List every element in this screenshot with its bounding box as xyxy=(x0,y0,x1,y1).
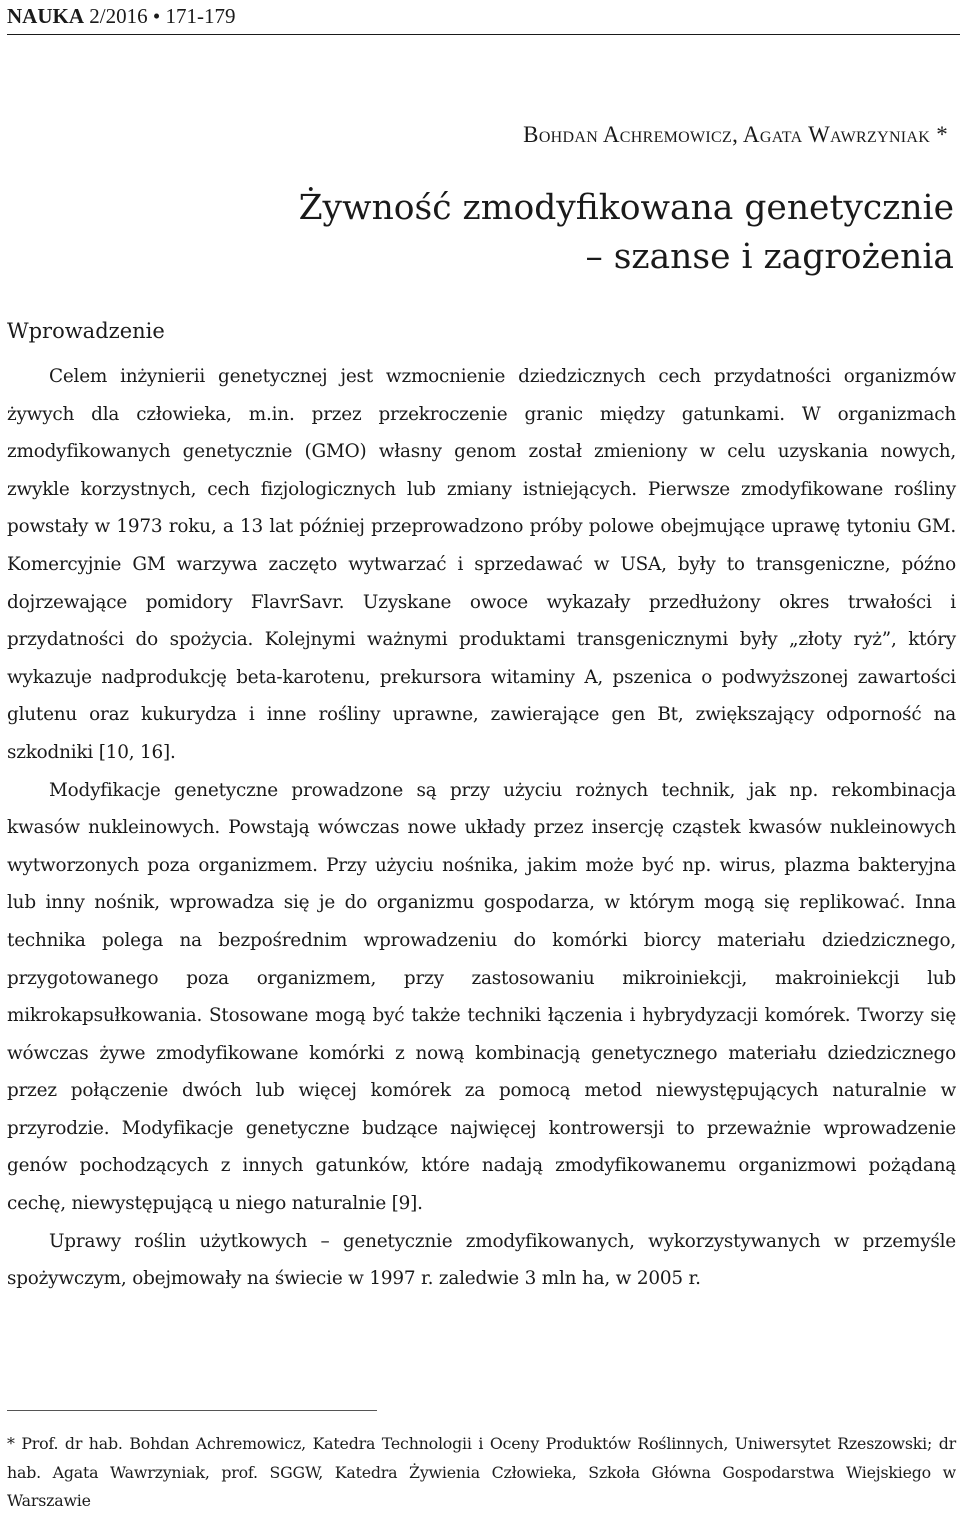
journal-name: NAUKA xyxy=(7,4,84,28)
page-range: 171-179 xyxy=(165,4,236,28)
title-line-1: Żywność zmodyfikowana genetycznie xyxy=(298,188,954,228)
paragraph-2: Modyfikacje genetyczne prowadzone są przy użyciu rożnych technik, jak np. rekombinacja kwasów nukleinowych. Powstają wówczas nowe układy przez insercję cząstek kwasów nukleinowych wytworzonych poza organizmem. Przy użyciu nośnika, jakim może być np. wirus, plazma bakteryjna lub inny nośnik, wprowadza się je do organizmu gospodarza, w którym mogą się replikować. Inna technika polega na bezpośrednim wprowadzeniu do komórki biorcy materiału dziedzicznego, przygotowanego poza organizmem, przy zastosowaniu mikroiniekcji, makroiniekcji lub mikrokapsułkowania. Stosowane mogą być także techniki łączenia i hybrydyzacji komórek. Tworzy się wówczas żywe zmodyfikowane komórki z nową kombinacją genetycznego materiału dziedzicznego przez połączenie dwóch lub więcej komórek za pomocą metod niewystępujących naturalnie w przyrodzie. Modyfikacje genetyczne budzące najwięcej kontrowersji to przeważnie wprowadzenie genów pochodzących z innych gatunków, które nadają zmodyfikowanemu organizmowi pożądaną cechę, niewystępującą u niego naturalnie [9]. xyxy=(7,779,956,1215)
section-heading: Wprowadzenie xyxy=(7,319,165,343)
running-header xyxy=(7,4,960,28)
paragraph-1: Celem inżynierii genetycznej jest wzmocnienie dziedzicznych cech przydatności organizmów żywych dla człowieka, m.in. przez przekroczenie granic między gatunkami. W organizmach zmodyfikowanych genetycznie (GMO) własny genom został zmieniony w celu uzyskania nowych, zwykle korzystnych, cech fizjologicznych lub zmiany istniejących. Pierwsze zmodyfikowane rośliny powstały w 1973 roku, a 13 lat później przeprowadzono próby polowe obejmujące uprawę tytoniu GM. Komercyjnie GM warzywa zaczęto wytwarzać i sprzedawać w USA, były to transgeniczne, późno dojrzewające pomidory FlavrSavr. Uzyskane owoce wykazały przedłużony okres trwałości i przydatności do spożycia. Kolejnymi ważnymi produktami transgenicznymi były „złoty ryż”, który wykazuje nadprodukcję beta-karotenu, prekursora witaminy A, pszenica o podwyższonej zawartości glutenu oraz kukurydza i inne rośliny uprawne, zawierające gen Bt, zwiększający odporność na szkodniki [10, 16]. xyxy=(7,366,956,763)
article-authors: Bohdan Achremowicz, Agata Wawrzyniak * xyxy=(523,122,948,147)
author-footnote: * Prof. dr hab. Bohdan Achremowicz, Katedra Technologii i Oceny Produktów Roślinnych, Uniwersytet Rzeszowski; dr hab. Agata Wawrzyniak, prof. SGGW, Katedra Żywienia Człowieka, Szkoła Główna Gospodarstwa Wiejskiego w Warszawie xyxy=(7,1434,956,1510)
paragraph-3: Uprawy roślin użytkowych – genetycznie zmodyfikowanych, wykorzystywanych w przemyśle spożywczym, obejmowały na świecie w 1997 r. zaledwie 3 mln ha, w 2005 r. xyxy=(7,1230,956,1290)
footnote-rule xyxy=(7,1410,377,1411)
header-separator: • xyxy=(152,4,161,28)
issue-number: 2/2016 xyxy=(89,4,148,28)
article-body xyxy=(7,358,956,1298)
title-line-2: – szanse i zagrożenia xyxy=(585,237,954,277)
article-title xyxy=(299,184,954,282)
header-rule xyxy=(7,34,960,35)
